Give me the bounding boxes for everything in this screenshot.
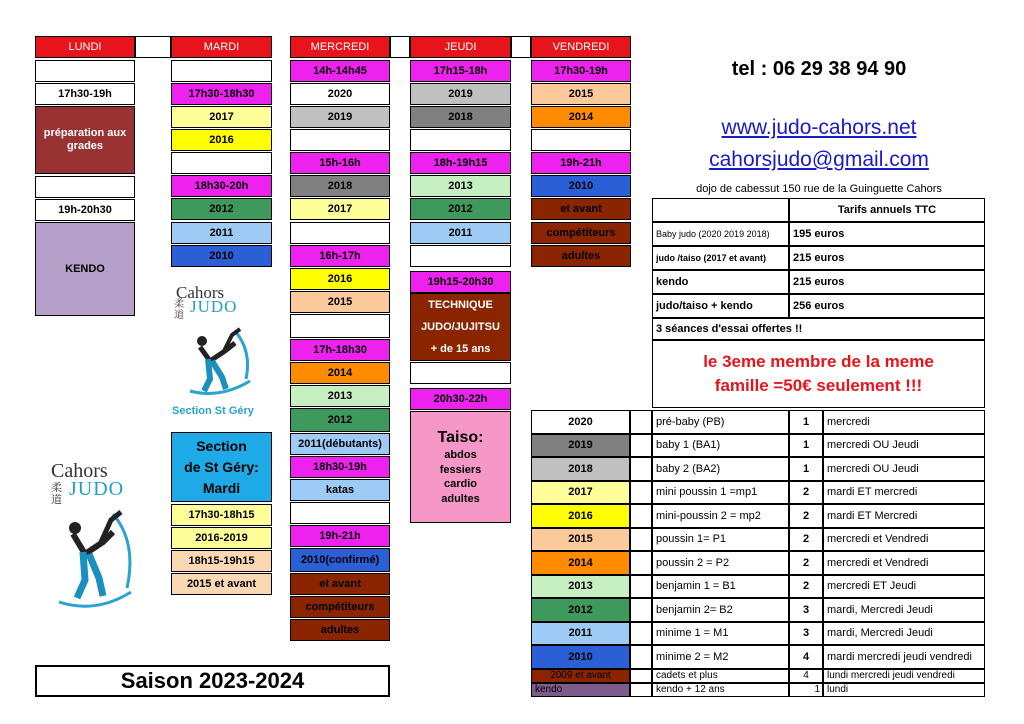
jeudi-technique-line-1: TECHNIQUE (428, 298, 493, 311)
stgery-years-2: 2015 et avant (171, 573, 272, 595)
promo-line-1: le 3eme membre de la meme (703, 352, 934, 372)
judo-figure-icon (180, 321, 260, 401)
lundi-time-2: 19h-20h30 (35, 199, 135, 221)
category-name: cadets et plus (652, 669, 789, 683)
category-days: lundi (823, 683, 985, 697)
mercredi-year-2011: 2011(débutants) (290, 433, 390, 455)
category-sessions: 3 (789, 598, 823, 622)
jeudi-time-4: 20h30-22h (410, 388, 511, 410)
tarif-row-label: kendo (652, 270, 789, 294)
judo-figure-icon (51, 502, 141, 612)
category-days: mardi, Mercredi Jeudi (823, 622, 985, 646)
stgery-title (171, 432, 272, 502)
mardi-time-1: 17h30-18h30 (171, 83, 272, 105)
category-days: mardi, Mercredi Jeudi (823, 598, 985, 622)
category-spacer (630, 504, 652, 528)
mercredi-time-4: 17h-18h30 (290, 339, 390, 361)
mardi-year-2011: 2011 (171, 222, 272, 244)
category-sessions: 2 (789, 504, 823, 528)
logo-kanji: 柔道 (174, 299, 184, 321)
mercredi-time-1: 14h-14h45 (290, 60, 390, 82)
tarif-row-label: judo/taiso + kendo (652, 294, 789, 318)
category-sessions: 1 (789, 434, 823, 458)
category-name: benjamin 2= B2 (652, 598, 789, 622)
jeudi-time-1: 17h15-18h (410, 60, 511, 82)
jeudi-taiso-title: Taiso: (437, 428, 484, 446)
jeudi-technique-line-3: + de 15 ans (430, 342, 491, 355)
mercredi-et-avant: et avant (290, 573, 390, 595)
day-header-mercredi: MERCREDI (290, 36, 390, 58)
category-year: 2014 (531, 551, 630, 575)
tarifs-header: Tarifs annuels TTC (789, 198, 985, 222)
category-spacer (630, 528, 652, 552)
jeudi-year-2013: 2013 (410, 175, 511, 197)
vendredi-time-2: 19h-21h (531, 152, 631, 174)
lundi-empty-2 (35, 176, 135, 198)
vendredi-adultes: adultes (531, 245, 631, 267)
category-name: baby 1 (BA1) (652, 434, 789, 458)
mardi-year-2010: 2010 (171, 245, 272, 267)
vendredi-empty (531, 129, 631, 151)
mercredi-adultes: adultes (290, 619, 390, 641)
stgery-time-1: 17h30-18h15 (171, 504, 272, 526)
tarif-row-price: 256 euros (789, 294, 985, 318)
mercredi-year-2010: 2010(confirmé) (290, 548, 390, 572)
mercredi-year-2015: 2015 (290, 291, 390, 313)
day-header-jeudi: JEUDI (410, 36, 511, 58)
category-year: 2009 et avant (531, 669, 630, 683)
stgery-title-line-3: Mardi (202, 479, 241, 496)
vendredi-year-2010: 2010 (531, 175, 631, 197)
promo-box (652, 340, 985, 408)
category-spacer (630, 669, 652, 683)
mardi-time-2: 18h30-20h (171, 175, 272, 197)
mercredi-year-2016: 2016 (290, 268, 390, 290)
logo-section-label: Section St Géry (172, 405, 254, 417)
category-spacer (630, 551, 652, 575)
stgery-title-line-1: Section (196, 437, 247, 454)
stgery-title-line-2: de St Géry: (184, 458, 259, 475)
jeudi-taiso-line-1: abdos (444, 448, 477, 461)
category-year: 2018 (531, 457, 630, 481)
logo-kanji: 柔道 (51, 482, 62, 506)
jeudi-taiso (410, 411, 511, 523)
logo-cahors-judo (45, 460, 145, 620)
promo-line-2: famille =50€ seulement !!! (714, 376, 923, 395)
category-name: pré-baby (PB) (652, 410, 789, 434)
mercredi-empty (290, 129, 390, 151)
category-spacer (630, 683, 652, 697)
spacer (135, 36, 171, 58)
category-sessions: 2 (789, 575, 823, 599)
category-year: 2011 (531, 622, 630, 646)
tarif-row-price: 195 euros (789, 222, 985, 246)
category-year: 2017 (531, 481, 630, 505)
category-year: 2019 (531, 434, 630, 458)
category-days: mercredi et Vendredi (823, 528, 985, 552)
day-header-vendredi: VENDREDI (531, 36, 631, 58)
mercredi-competiteurs: compétiteurs (290, 596, 390, 618)
jeudi-taiso-line-3: cardio (443, 478, 477, 491)
category-name: poussin 1= P1 (652, 528, 789, 552)
logo-word-judo: JUDO (190, 297, 238, 316)
category-days: lundi mercredi jeudi vendredi (823, 669, 985, 683)
website-link[interactable]: www.judo-cahors.net (721, 116, 917, 139)
mercredi-time-3: 16h-17h (290, 245, 390, 267)
jeudi-time-3: 19h15-20h30 (410, 271, 511, 293)
category-days: mercredi OU Jeudi (823, 457, 985, 481)
mercredi-year-2012: 2012 (290, 408, 390, 432)
mercredi-year-2017: 2017 (290, 198, 390, 220)
category-year: 2015 (531, 528, 630, 552)
mardi-empty (171, 60, 272, 82)
mercredi-time-2: 15h-16h (290, 152, 390, 174)
category-spacer (630, 575, 652, 599)
lundi-kendo: KENDO (35, 222, 135, 316)
day-header-lundi: LUNDI (35, 36, 135, 58)
category-sessions: 2 (789, 551, 823, 575)
mercredi-time-6: 19h-21h (290, 525, 390, 547)
category-sessions: 4 (789, 669, 823, 683)
category-spacer (630, 457, 652, 481)
logo-word-cahors: Cahors (51, 460, 108, 482)
category-name: benjamin 1 = B1 (652, 575, 789, 599)
category-spacer (630, 622, 652, 646)
dojo-address: dojo de cabessut 150 rue de la Guinguette Cahors (696, 183, 942, 195)
stgery-years-1: 2016-2019 (171, 527, 272, 549)
phone-number: tel : 06 29 38 94 90 (731, 58, 907, 80)
jeudi-year-2012: 2012 (410, 198, 511, 220)
stgery-time-2: 18h15-19h15 (171, 550, 272, 572)
category-name: mini-poussin 2 = mp2 (652, 504, 789, 528)
category-spacer (630, 434, 652, 458)
vendredi-competiteurs: compétiteurs (531, 222, 631, 244)
jeudi-year-2011: 2011 (410, 222, 511, 244)
jeudi-empty-2 (410, 245, 511, 267)
category-sessions: 3 (789, 622, 823, 646)
category-name: minime 1 = M1 (652, 622, 789, 646)
mardi-empty-2 (171, 152, 272, 174)
category-sessions: 1 (789, 410, 823, 434)
category-year: 2020 (531, 410, 630, 434)
lundi-prep-grades: préparation aux grades (35, 106, 135, 174)
jeudi-year-2018: 2018 (410, 106, 511, 128)
category-name: kendo + 12 ans (652, 683, 789, 697)
jeudi-technique (410, 293, 511, 361)
day-header-mardi: MARDI (171, 36, 272, 58)
category-name: mini poussin 1 =mp1 (652, 481, 789, 505)
lundi-empty (35, 60, 135, 82)
jeudi-empty-3 (410, 362, 511, 384)
category-days: mardi mercredi jeudi vendredi (823, 645, 985, 669)
spacer (390, 36, 410, 58)
category-days: mercredi ET Jeudi (823, 575, 985, 599)
mercredi-katas: katas (290, 479, 390, 501)
category-days: mardi ET mercredi (823, 481, 985, 505)
email-link[interactable]: cahorsjudo@gmail.com (709, 148, 929, 171)
category-year: 2016 (531, 504, 630, 528)
category-sessions: 1 (789, 683, 823, 697)
tarif-row-label: Baby judo (2020 2019 2018) (652, 222, 789, 246)
category-spacer (630, 598, 652, 622)
jeudi-empty (410, 129, 511, 151)
tarif-row-price: 215 euros (789, 270, 985, 294)
mercredi-year-2013: 2013 (290, 385, 390, 407)
category-sessions: 4 (789, 645, 823, 669)
logo-st-gery (170, 283, 270, 423)
mardi-year-2012: 2012 (171, 198, 272, 220)
category-sessions: 2 (789, 481, 823, 505)
lundi-time-1: 17h30-19h (35, 83, 135, 105)
mercredi-empty-4 (290, 502, 390, 524)
logo-word-cahors: Cahors (176, 283, 225, 302)
mardi-year-2017: 2017 (171, 106, 272, 128)
mercredi-year-2019: 2019 (290, 106, 390, 128)
category-name: baby 2 (BA2) (652, 457, 789, 481)
mercredi-empty-3 (290, 314, 390, 338)
vendredi-year-2014: 2014 (531, 106, 631, 128)
vendredi-et-avant: et avant (531, 198, 631, 220)
category-days: mercredi (823, 410, 985, 434)
mercredi-time-5: 18h30-19h (290, 456, 390, 478)
category-year: 2010 (531, 645, 630, 669)
spacer (511, 36, 531, 58)
mercredi-year-2018: 2018 (290, 175, 390, 197)
jeudi-year-2019: 2019 (410, 83, 511, 105)
category-days: mercredi et Vendredi (823, 551, 985, 575)
tarif-row-label: judo /taiso (2017 et avant) (652, 246, 789, 270)
category-spacer (630, 481, 652, 505)
category-year: kendo (531, 683, 630, 697)
category-spacer (630, 645, 652, 669)
mercredi-year-2020: 2020 (290, 83, 390, 105)
category-name: poussin 2 = P2 (652, 551, 789, 575)
mercredi-empty-2 (290, 222, 390, 244)
jeudi-time-2: 18h-19h15 (410, 152, 511, 174)
category-name: minime 2 = M2 (652, 645, 789, 669)
mercredi-year-2014: 2014 (290, 362, 390, 384)
jeudi-technique-line-2: JUDO/JUJITSU (421, 320, 500, 333)
mardi-year-2016: 2016 (171, 129, 272, 151)
essai-note: 3 séances d'essai offertes !! (652, 318, 985, 340)
vendredi-time-1: 17h30-19h (531, 60, 631, 82)
category-year: 2012 (531, 598, 630, 622)
category-sessions: 1 (789, 457, 823, 481)
category-spacer (630, 410, 652, 434)
category-sessions: 2 (789, 528, 823, 552)
category-days: mercredi OU Jeudi (823, 434, 985, 458)
logo-word-judo: JUDO (69, 478, 125, 500)
vendredi-year-2015: 2015 (531, 83, 631, 105)
category-days: mardi ET Mercredi (823, 504, 985, 528)
jeudi-taiso-line-4: adultes (441, 492, 480, 505)
tarifs-corner (652, 198, 789, 222)
season-title: Saison 2023-2024 (35, 665, 390, 697)
tarif-row-price: 215 euros (789, 246, 985, 270)
category-year: 2013 (531, 575, 630, 599)
jeudi-taiso-line-2: fessiers (439, 463, 482, 476)
